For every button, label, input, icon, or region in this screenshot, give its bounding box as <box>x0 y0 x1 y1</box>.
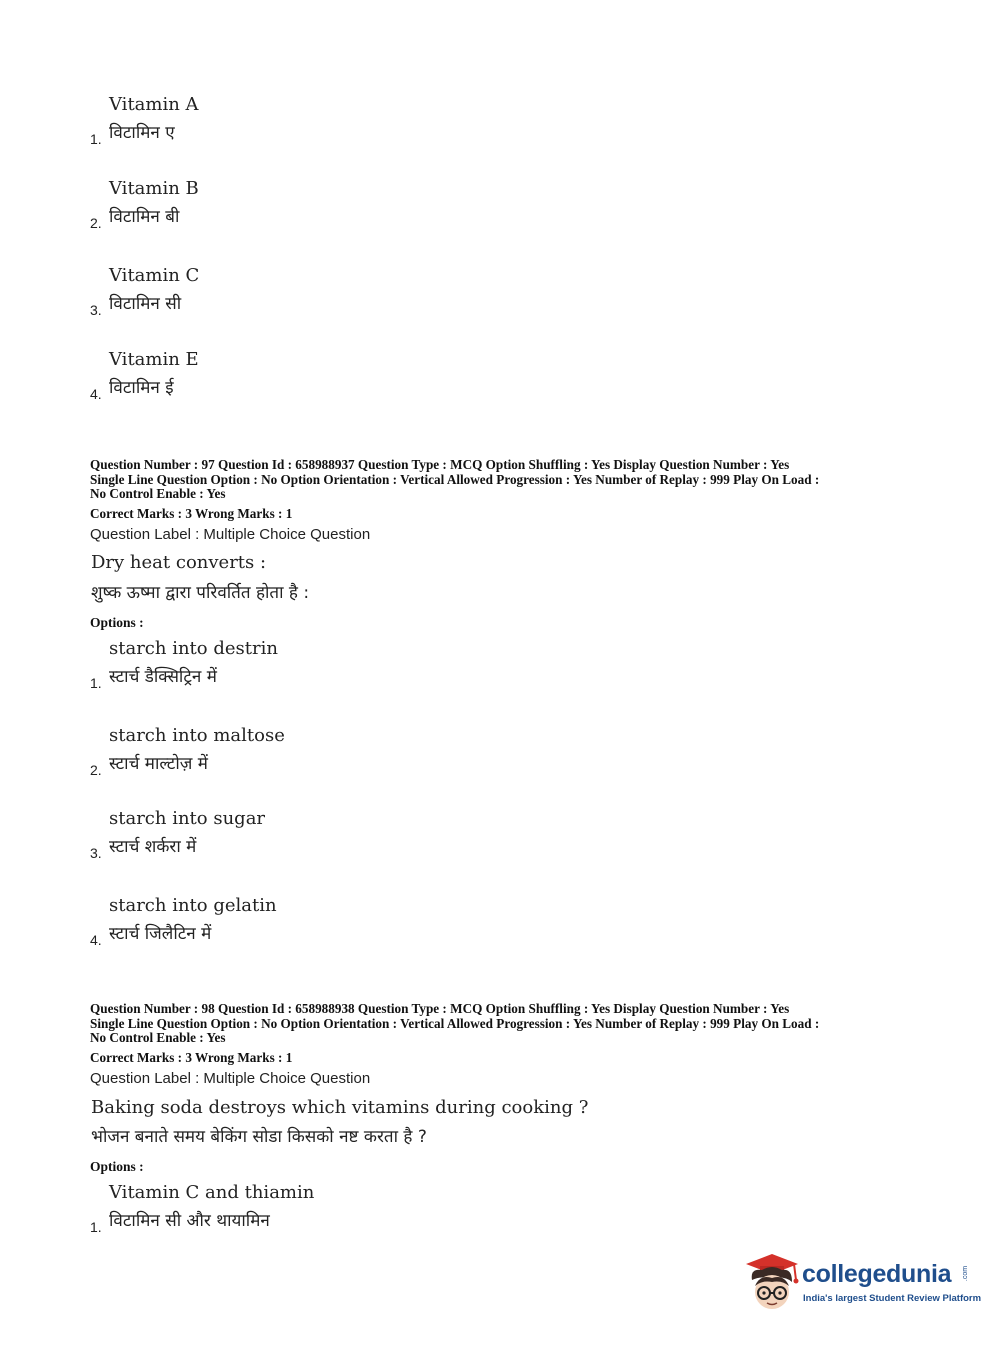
option-text-en: starch into gelatin <box>109 895 277 916</box>
meta-line: Question Number : 97 Question Id : 658988937 Question Type : MCQ Option Shuffling : Yes Display Question Number : Yes <box>90 457 790 472</box>
question-label: Question Label : Multiple Choice Question <box>90 526 371 543</box>
option-text-hi: विटामिन सी <box>109 294 182 314</box>
option-text-en: starch into maltose <box>109 725 285 746</box>
option-number: 4. <box>90 932 102 948</box>
option-text-hi: विटामिन सी और थायामिन <box>109 1211 270 1231</box>
options-label: Options : <box>90 615 144 630</box>
option-text-hi: स्टार्च जिलैटिन में <box>109 924 212 944</box>
option-number: 4. <box>90 386 102 402</box>
option-number: 1. <box>90 675 102 691</box>
option-text-en: Vitamin A <box>109 94 199 115</box>
logo-dotcom: .com <box>962 1265 970 1282</box>
option-text-hi: स्टार्च डैक्सिट्रिन में <box>109 667 217 687</box>
option-text-hi: विटामिन ई <box>109 378 174 398</box>
mascot-icon <box>742 1250 802 1314</box>
logo-brand: collegedunia <box>802 1260 952 1288</box>
option-number: 3. <box>90 845 102 861</box>
option-text-en: Vitamin B <box>109 178 199 199</box>
meta-line: Question Number : 98 Question Id : 658988938 Question Type : MCQ Option Shuffling : Yes Display Question Number : Yes <box>90 1001 790 1016</box>
question-text-en: Baking soda destroys which vitamins during cooking ? <box>91 1097 589 1118</box>
option-text-en: starch into sugar <box>109 808 266 829</box>
question-marks: Correct Marks : 3 Wrong Marks : 1 <box>90 1050 293 1065</box>
option-number: 3. <box>90 302 102 318</box>
option-text-en: Vitamin C <box>109 265 200 286</box>
option-number: 1. <box>90 131 102 147</box>
question-meta <box>90 458 920 502</box>
option-text-hi: स्टार्च शर्करा में <box>109 837 197 857</box>
meta-line: No Control Enable : Yes <box>90 1030 226 1046</box>
logo-tagline: India's largest Student Review Platform <box>803 1293 982 1304</box>
question-marks: Correct Marks : 3 Wrong Marks : 1 <box>90 506 293 521</box>
question-text-en: Dry heat converts : <box>91 552 267 573</box>
option-text-hi: विटामिन बी <box>109 207 180 227</box>
option-text-en: starch into destrin <box>109 638 278 659</box>
option-text-hi: स्टार्च माल्टोज़ में <box>109 754 208 774</box>
option-number: 2. <box>90 215 102 231</box>
meta-line: No Control Enable : Yes <box>90 486 226 502</box>
option-text-en: Vitamin E <box>109 349 199 370</box>
options-label: Options : <box>90 1159 144 1174</box>
option-text-en: Vitamin C and thiamin <box>109 1182 315 1203</box>
question-meta <box>90 1002 920 1046</box>
option-number: 1. <box>90 1219 102 1235</box>
question-text-hi: शुष्क ऊष्मा द्वारा परिवर्तित होता है : <box>91 583 310 603</box>
meta-line: Single Line Question Option : No Option Orientation : Vertical Allowed Progression : Yes Number of Replay : 999 Play On Load : <box>90 471 820 487</box>
question-text-hi: भोजन बनाते समय बेकिंग सोडा किसको नष्ट करता है ? <box>91 1127 427 1147</box>
option-text-hi: विटामिन ए <box>109 123 175 143</box>
meta-line: Single Line Question Option : No Option Orientation : Vertical Allowed Progression : Yes Number of Replay : 999 Play On Load : <box>90 1015 820 1031</box>
question-label: Question Label : Multiple Choice Question <box>90 1070 371 1087</box>
collegedunia-logo <box>742 1250 982 1314</box>
option-number: 2. <box>90 762 102 778</box>
